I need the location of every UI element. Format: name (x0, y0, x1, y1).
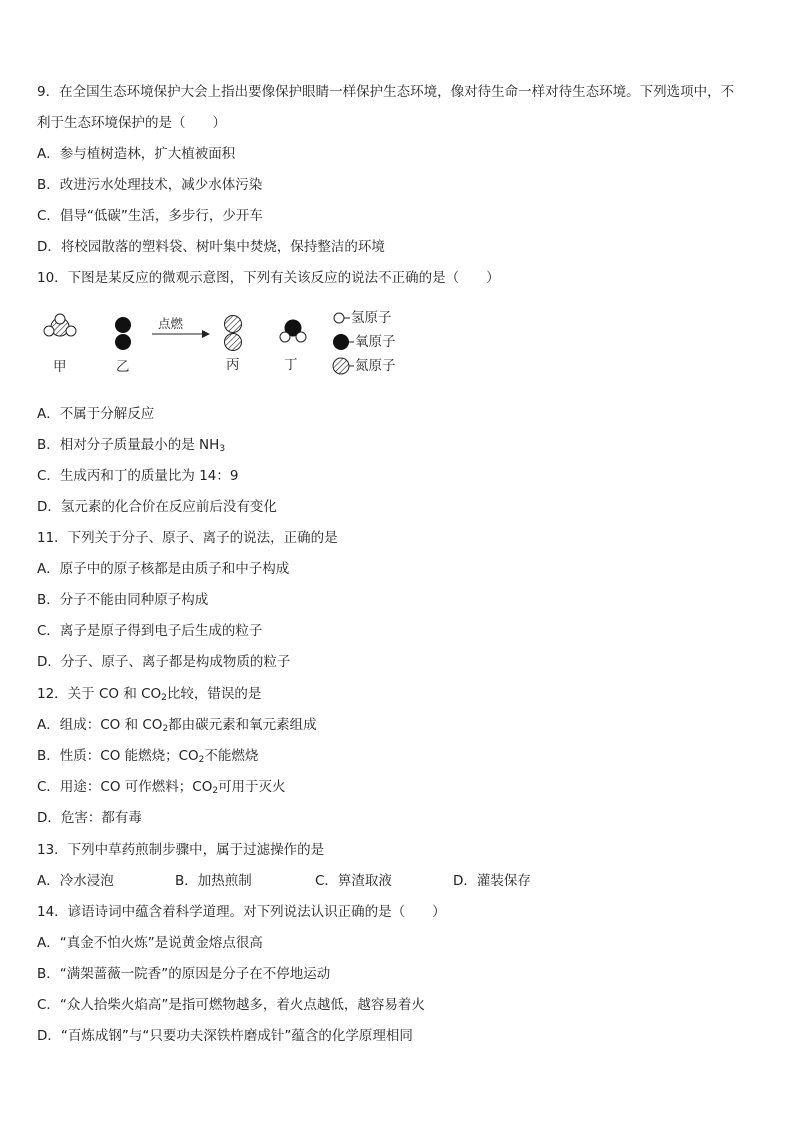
q12-option-c (37, 778, 286, 800)
q12-stem-post: 比较，错误的是 (166, 686, 262, 702)
q11-option-c: C．离子是原子得到电子后生成的粒子 (37, 623, 263, 639)
molecule-ding-h2o (280, 320, 306, 343)
q14-option-c: C．“众人拾柴火焰高”是指可燃物越多，着火点越低，越容易着火 (37, 997, 425, 1013)
q10-option-a: A．不属于分解反应 (37, 406, 155, 422)
q9-option-d: D．将校园散落的塑料袋、树叶集中焚烧，保持整洁的环境 (37, 239, 385, 255)
q13-option-d: D．灌装保存 (453, 873, 531, 889)
label-bing: 丙 (226, 357, 240, 373)
q13-option-a: A．冷水浸泡 (37, 873, 114, 889)
q9-option-b: B．改进污水处理技术，减少水体污染 (37, 177, 263, 193)
q10-option-b (37, 436, 225, 458)
q12-b-pre: B．性质：CO 能燃烧；CO (37, 748, 199, 764)
legend-hydrogen-symbol (334, 313, 350, 323)
label-jia: 甲 (53, 359, 67, 375)
q12-option-d: D．危害：都有毒 (37, 810, 142, 826)
q12-c-pre: C．用途：CO 可作燃料；CO (37, 779, 213, 795)
q14-option-a: A．“真金不怕火炼”是说黄金熔点很高 (37, 935, 263, 951)
q10-option-b-sub: 3 (219, 444, 226, 454)
q11-option-b: B．分子不能由同种原子构成 (37, 592, 209, 608)
reaction-diagram (0, 305, 794, 385)
q9-option-a: A．参与植树造林，扩大植被面积 (37, 146, 236, 162)
q12-a-sub: 2 (162, 724, 169, 734)
q13-option-c: C．箅渣取液 (315, 873, 392, 889)
q12-c-sub: 2 (212, 786, 219, 796)
legend-hydrogen-label: 氢原子 (351, 310, 392, 326)
q12-stem-sub: 2 (161, 693, 167, 703)
q11-stem: 11．下列关于分子、原子、离子的说法，正确的是 (37, 530, 338, 546)
q12-b-sub: 2 (198, 755, 205, 765)
q11-option-a: A．原子中的原子核都是由质子和中子构成 (37, 561, 290, 577)
q10-option-c: C．生成丙和丁的质量比为 14：9 (37, 468, 239, 484)
q12-option-b (37, 747, 258, 769)
q14-option-b: B．“满架蔷薇一院香”的原因是分子在不停地运动 (37, 966, 331, 982)
legend-nitrogen-label: 氮原子 (355, 358, 396, 374)
molecule-yi-o2 (115, 317, 131, 350)
arrow-condition-label: 点燃 (158, 316, 184, 331)
label-yi: 乙 (116, 359, 130, 375)
q9-option-c: C．倡导“低碳”生活，多步行，少开车 (37, 208, 263, 224)
q9-stem-line1: 9．在全国生态环境保护大会上指出要像保护眼睛一样保护生态环境，像对待生命一样对待生态环境。下列选项中，不 (37, 84, 735, 100)
legend-oxygen-symbol (333, 334, 354, 350)
q10-option-d: D．氢元素的化合价在反应前后没有变化 (37, 499, 277, 515)
q12-stem-pre: 12．关于 CO 和 CO (37, 686, 162, 702)
q12-a-pre: A．组成：CO 和 CO (37, 717, 163, 733)
q10-option-b-text: B．相对分子质量最小的是 NH (37, 437, 220, 453)
q12-a-post: 都由碳元素和氧元素组成 (168, 717, 317, 733)
q12-stem (37, 685, 261, 707)
q12-b-post: 不能燃烧 (204, 748, 259, 764)
legend-nitrogen-symbol (333, 358, 354, 374)
q11-option-d: D．分子、原子、离子都是构成物质的粒子 (37, 654, 291, 670)
q12-option-a (37, 716, 317, 738)
q14-option-d: D．“百炼成钢”与“只要功夫深铁杵磨成针”蕴含的化学原理相同 (37, 1028, 413, 1044)
molecule-bing-n2 (225, 316, 242, 351)
q12-c-post: 可用于灭火 (218, 779, 286, 795)
q13-stem: 13．下列中草药煎制步骤中，属于过滤操作的是 (37, 842, 325, 858)
molecule-jia-nh3 (44, 314, 76, 336)
q10-stem: 10．下图是某反应的微观示意图，下列有关该反应的说法不正确的是（ ） (37, 270, 500, 286)
legend-oxygen-label: 氧原子 (355, 334, 396, 350)
q14-stem: 14．谚语诗词中蕴含着科学道理。对下列说法认识正确的是（ ） (37, 904, 446, 920)
label-ding: 丁 (284, 357, 298, 373)
q9-stem-line2: 利于生态环境保护的是（ ） (37, 115, 226, 131)
q13-option-b: B．加热煎制 (175, 873, 252, 889)
